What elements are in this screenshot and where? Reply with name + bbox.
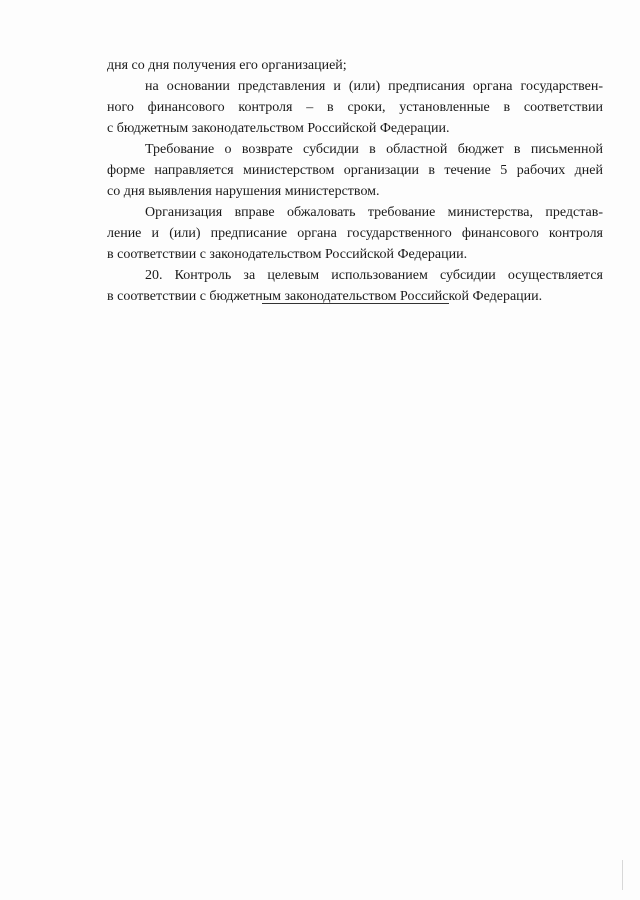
scan-mark [622, 860, 623, 890]
text-line: со дня выявления нарушения министерством. [107, 184, 380, 199]
text-line: дня со дня получения его организацией; [107, 58, 347, 73]
text-line: ного финансового контроля – в сроки, установленные в соответствии [107, 100, 603, 115]
text-line: на основании представления и (или) предписания органа государствен- [145, 79, 603, 94]
text-line: Организация вправе обжаловать требование министерства, представ- [145, 205, 603, 220]
text-line: форме направляется министерством организации в течение 5 рабочих дней [107, 163, 603, 178]
text-line: Требование о возврате субсидии в областной бюджет в письменной [145, 142, 603, 157]
text-line: с бюджетным законодательством Российской Федерации. [107, 121, 450, 136]
text-line: 20. Контроль за целевым использованием субсидии осуществляется [145, 268, 603, 283]
text-line: в соответствии с законодательством Российской Федерации. [107, 247, 468, 262]
document-body [107, 55, 603, 307]
text-line: в соответствии с бюджетным законодательством Российской Федерации. [107, 289, 543, 304]
closing-rule [262, 303, 449, 304]
text-line: ление и (или) предписание органа государственного финансового контроля [107, 226, 603, 241]
